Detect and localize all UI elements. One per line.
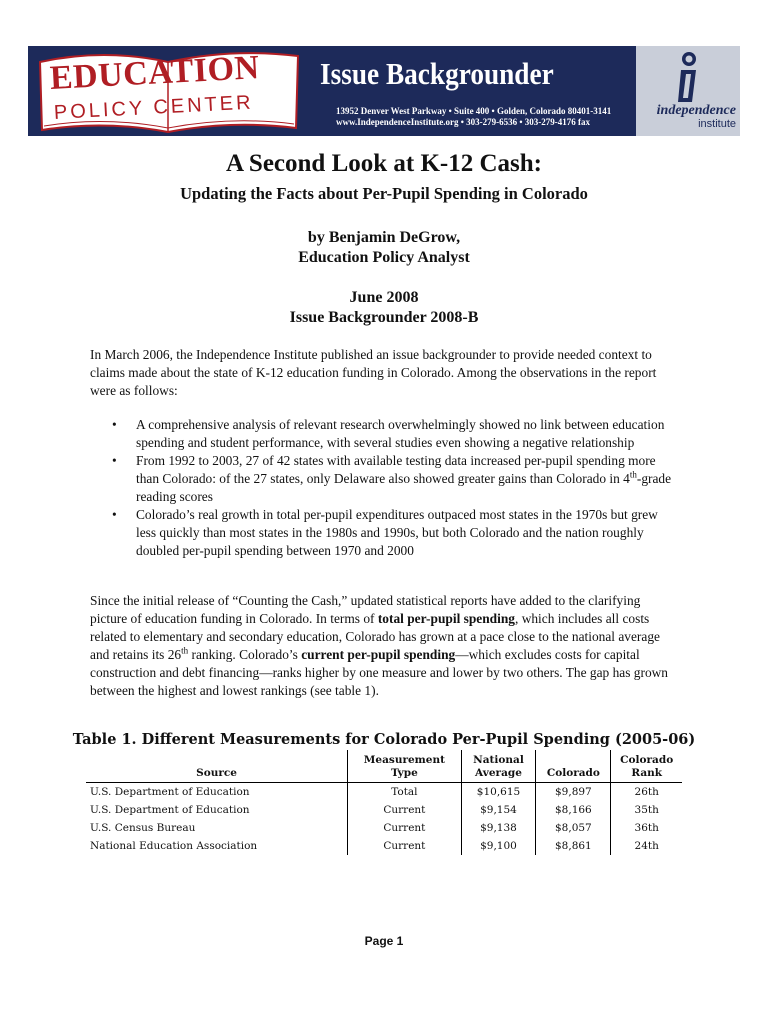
table-row [86,801,682,819]
table-header-row [86,750,682,783]
bullet-icon: • [112,417,117,432]
contact-line: www.IndependenceInstitute.org • 303-279-6536 • 303-279-4176 fax [336,117,591,127]
institute-text: institute [698,118,736,130]
superscript: th [629,469,637,480]
author-role: Education Policy Analyst [298,249,470,266]
banner-title: Issue Backgrounder [320,56,554,91]
independence-institute-icon [672,50,706,104]
cell-rank: 35th [634,804,659,816]
document-subtitle: Updating the Facts about Per-Pupil Spending in Colorado [180,184,588,203]
header-colorado-rank [611,750,682,783]
paragraph-text: —which excludes costs for capital construction and debt financing—ranks higher by one measure and lower by two others. The gap has grown between the highest and lowest rankings (see table 1). [90,647,669,698]
header-line: Type [390,767,418,779]
list-item [90,452,680,506]
header-line: Rank [631,767,663,779]
bullet-icon: • [112,453,117,468]
cell-type: Current [348,801,462,819]
bullet-text: A comprehensive analysis of relevant research overwhelmingly showed no link between education spending and student performance, with several studies even showing a negative relationship [136,417,665,450]
observations-list [90,416,680,560]
table-row [86,819,682,837]
cell-type: Current [348,837,462,855]
cell-rank: 26th [634,786,659,798]
issue-number: Issue Backgrounder 2008-B [289,309,479,326]
cell-source: National Education Association [86,837,348,855]
cell-type: Current [348,819,462,837]
header-line: Measurement [363,754,445,766]
header-line: Average [475,767,522,779]
cell-source: U.S. Department of Education [86,783,348,802]
logo-policy-center-text: POLICY CENTER [53,91,255,124]
cell-colorado: $8,057 [536,819,611,837]
bullet-text: From 1992 to 2003, 27 of 42 states with available testing data increased per-pupil spending more than Colorado: of the 27 states, only Delaware also showed greater gains than Colorado in 4 [136,453,656,486]
cell-colorado: $8,166 [536,801,611,819]
paragraph-text: , which includes all costs related to elementary and secondary education, Colorado has grown at a pace close to the national average and retains its 26 [90,611,660,662]
cell-national: $9,154 [461,801,536,819]
address-line: 13952 Denver West Parkway • Suite 400 • Golden, Colorado 80401-3141 [336,106,612,116]
spending-table [86,750,682,855]
table-row [86,783,682,802]
superscript: th [181,645,189,656]
publication-date: June 2008 [349,289,419,306]
cell-national: $9,100 [461,837,536,855]
document-title: A Second Look at K-12 Cash: [225,150,542,177]
independence-text: independence [656,103,736,118]
emphasis-current-spending: current per-pupil spending [301,647,456,662]
emphasis-total-spending: total per-pupil spending [377,611,515,626]
header-colorado: Colorado [536,750,611,783]
banner-address [336,106,611,128]
bullet-text: Colorado’s real growth in total per-pupil expenditures outpaced most states in the 1970s but grew less quickly than most states in the 1980s and 1990s, but both Colorado and the nation roughly doubled per-pupil spending between 1970 and 2000 [136,507,658,558]
independence-institute-logo [636,46,740,136]
table-caption: Table 1. Different Measurements for Colorado Per-Pupil Spending (2005-06) [72,731,696,748]
author-line: by Benjamin DeGrow, [307,229,461,246]
cell-type: Total [348,783,462,802]
list-item [90,416,680,452]
header-banner [28,46,740,136]
header-source: Source [86,750,348,783]
cell-national: $10,615 [461,783,536,802]
cell-colorado: $8,861 [536,837,611,855]
bullet-text: -grade reading scores [136,471,672,504]
table-row [86,837,682,855]
header-line: Colorado [620,754,674,766]
page-number: Page 1 [364,934,404,948]
cell-colorado: $9,897 [536,783,611,802]
education-policy-center-logo [28,46,308,136]
cell-rank: 36th [634,822,659,834]
header-national-average [461,750,536,783]
body-paragraph [90,592,680,700]
cell-source: U.S. Department of Education [86,801,348,819]
cell-rank: 24th [634,840,659,852]
cell-source: U.S. Census Bureau [86,819,348,837]
list-item [90,506,680,560]
bullet-icon: • [112,507,117,522]
paragraph-text: Since the initial release of “Counting the Cash,” updated statistical reports have added to the clarifying picture of education funding in Colorado. In terms of [90,593,641,626]
header-measurement-type [348,750,462,783]
paragraph-text: ranking. Colorado’s [188,647,302,662]
intro-paragraph: In March 2006, the Independence Institute published an issue backgrounder to provide needed context to claims made about the state of K-12 education funding in Colorado. Among the observations in the report were as follows: [90,347,657,398]
cell-national: $9,138 [461,819,536,837]
logo-education-text: EDUCATION [49,49,261,97]
header-line: National [473,754,524,766]
